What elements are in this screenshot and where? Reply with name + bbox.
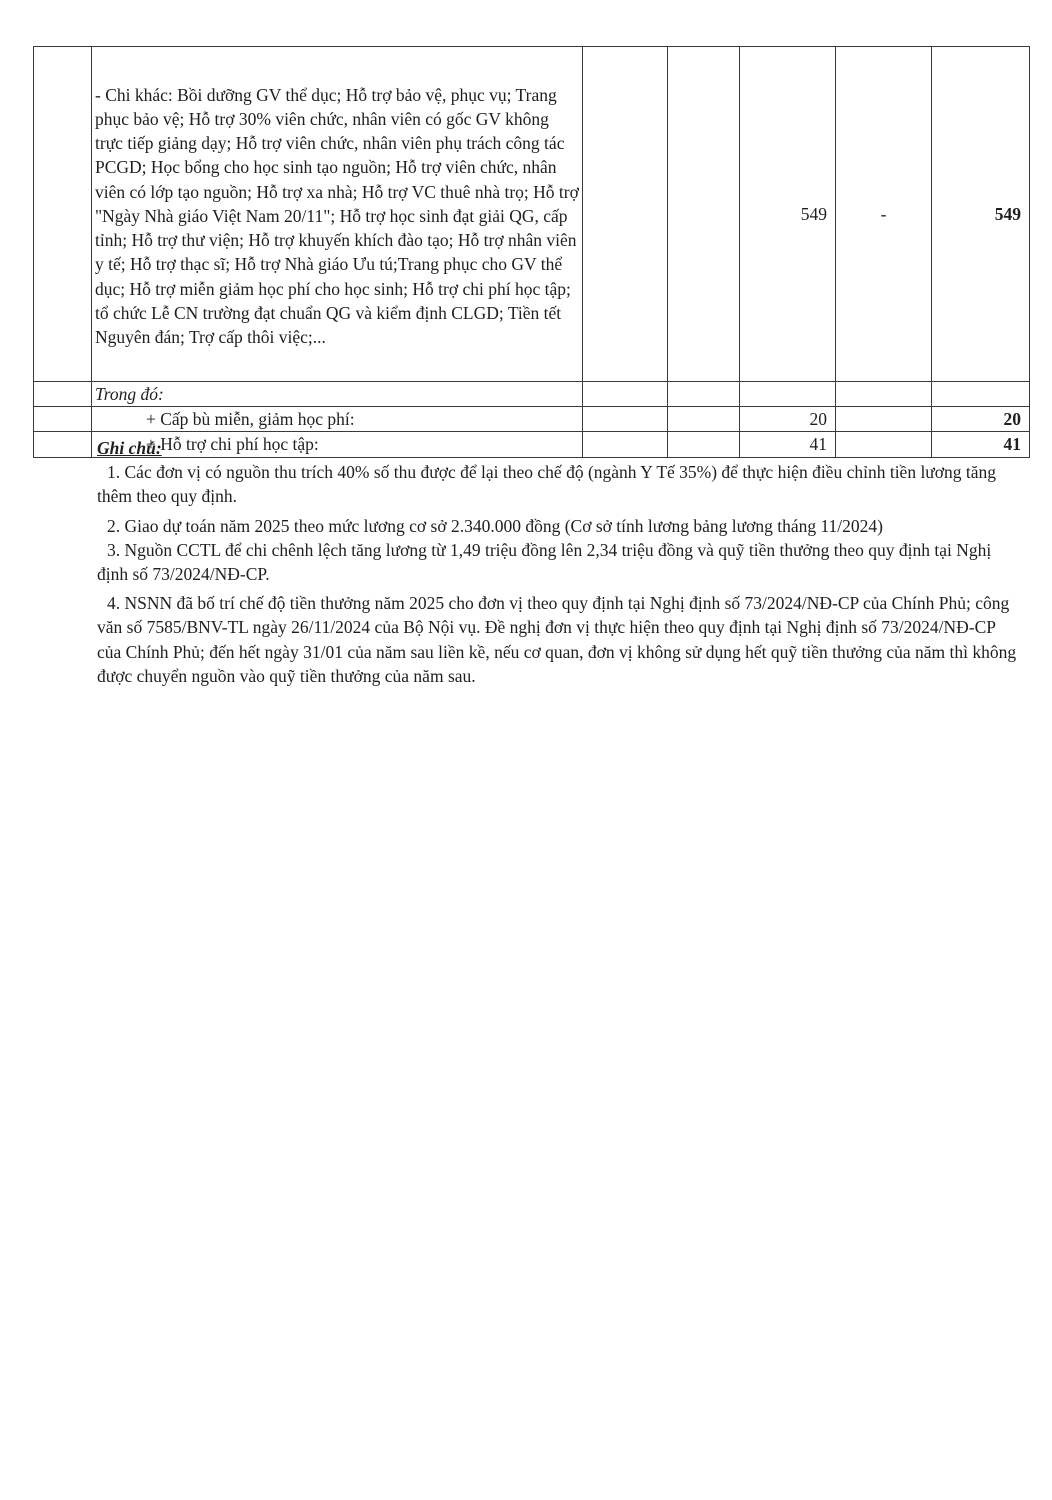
table-cell [34, 382, 92, 407]
sub-row-value: 20 [740, 407, 836, 432]
expense-dash: - [836, 47, 932, 382]
table-cell [34, 432, 92, 457]
trong-do-label: Trong đó: [92, 382, 583, 407]
table-cell [668, 47, 740, 382]
expense-description: - Chi khác: Bồi dưỡng GV thể dục; Hỗ trợ bảo vệ, phục vụ; Trang phục bảo vệ; Hỗ trợ 30% viên chức, nhân viên có gốc GV không trực tiếp giảng dạy; Hỗ trợ viên chức, nhân viên phụ trách công tác PCGD; Học bổng cho học sinh tạo nguồn; Hỗ trợ viên chức, nhân viên có lớp tạo nguồn; Hỗ trợ xa nhà; Hỗ trợ VC thuê nhà trọ; Hỗ trợ "Ngày Nhà giáo Việt Nam 20/11"; Hỗ trợ học sinh đạt giải QG, cấp tỉnh; Hỗ trợ thư viện; Hỗ trợ khuyến khích đào tạo; Hỗ trợ nhân viên y tế; Hỗ trợ thạc sĩ; Hỗ trợ Nhà giáo Ưu tú;Trang phục cho GV thể dục; Hỗ trợ miễn giảm học phí cho học sinh; Hỗ trợ chi phí học tập; tổ chức Lễ CN trường đạt chuẩn QG và kiểm định CLGD; Tiền tết Nguyên đán; Trợ cấp thôi việc;... [92, 47, 583, 382]
table-row [34, 407, 1030, 432]
notes-section [97, 436, 1022, 688]
table-cell [583, 382, 668, 407]
table-row [34, 47, 1030, 382]
table-cell [583, 47, 668, 382]
sub-row-total: 20 [932, 407, 1030, 432]
sub-row-label: + Hỗ trợ chi phí học tập: [92, 432, 583, 457]
budget-table [33, 46, 1030, 458]
note-item: 1. Các đơn vị có nguồn thu trích 40% số thu được để lại theo chế độ (ngành Y Tế 35%) để thực hiện điều chỉnh tiền lương tăng thêm theo quy định. [97, 462, 997, 507]
notes-title: Ghi chú: [97, 438, 162, 458]
note-item: 3. Nguồn CCTL để chi chênh lệch tăng lương từ 1,49 triệu đồng lên 2,34 triệu đồng và quỹ tiền thưởng theo quy định tại Nghị định số 73/2024/NĐ-CP. [97, 539, 992, 585]
table-cell [932, 382, 1030, 407]
table-row [34, 382, 1030, 407]
table-cell [34, 47, 92, 382]
note-item: 2. Giao dự toán năm 2025 theo mức lương cơ sở 2.340.000 đồng (Cơ sở tính lương bảng lương tháng 11/2024) [107, 515, 883, 536]
expense-total: 549 [932, 47, 1030, 382]
table-cell [740, 382, 836, 407]
table-cell [34, 407, 92, 432]
table-cell [583, 407, 668, 432]
table-cell [668, 382, 740, 407]
expense-value: 549 [740, 47, 836, 382]
table-cell [836, 407, 932, 432]
table-cell [668, 407, 740, 432]
sub-row-value: 41 [740, 432, 836, 457]
sub-row-label: + Cấp bù miễn, giảm học phí: [92, 407, 583, 432]
sub-row-total: 41 [932, 432, 1030, 457]
table-cell [836, 382, 932, 407]
note-item: 4. NSNN đã bố trí chế độ tiền thưởng năm 2025 cho đơn vị theo quy định tại Nghị định số 73/2024/NĐ-CP của Chính Phủ; công văn số 7585/BNV-TL ngày 26/11/2024 của Bộ Nội vụ. Đề nghị đơn vị thực hiện theo quy định tại Nghị định số 73/2024/NĐ-CP của Chính Phủ; đến hết ngày 31/01 của năm sau liền kề, nếu cơ quan, đơn vị không sử dụng hết quỹ tiền thưởng của năm thì không được chuyển nguồn vào quỹ tiền thưởng của năm sau. [97, 593, 1017, 686]
